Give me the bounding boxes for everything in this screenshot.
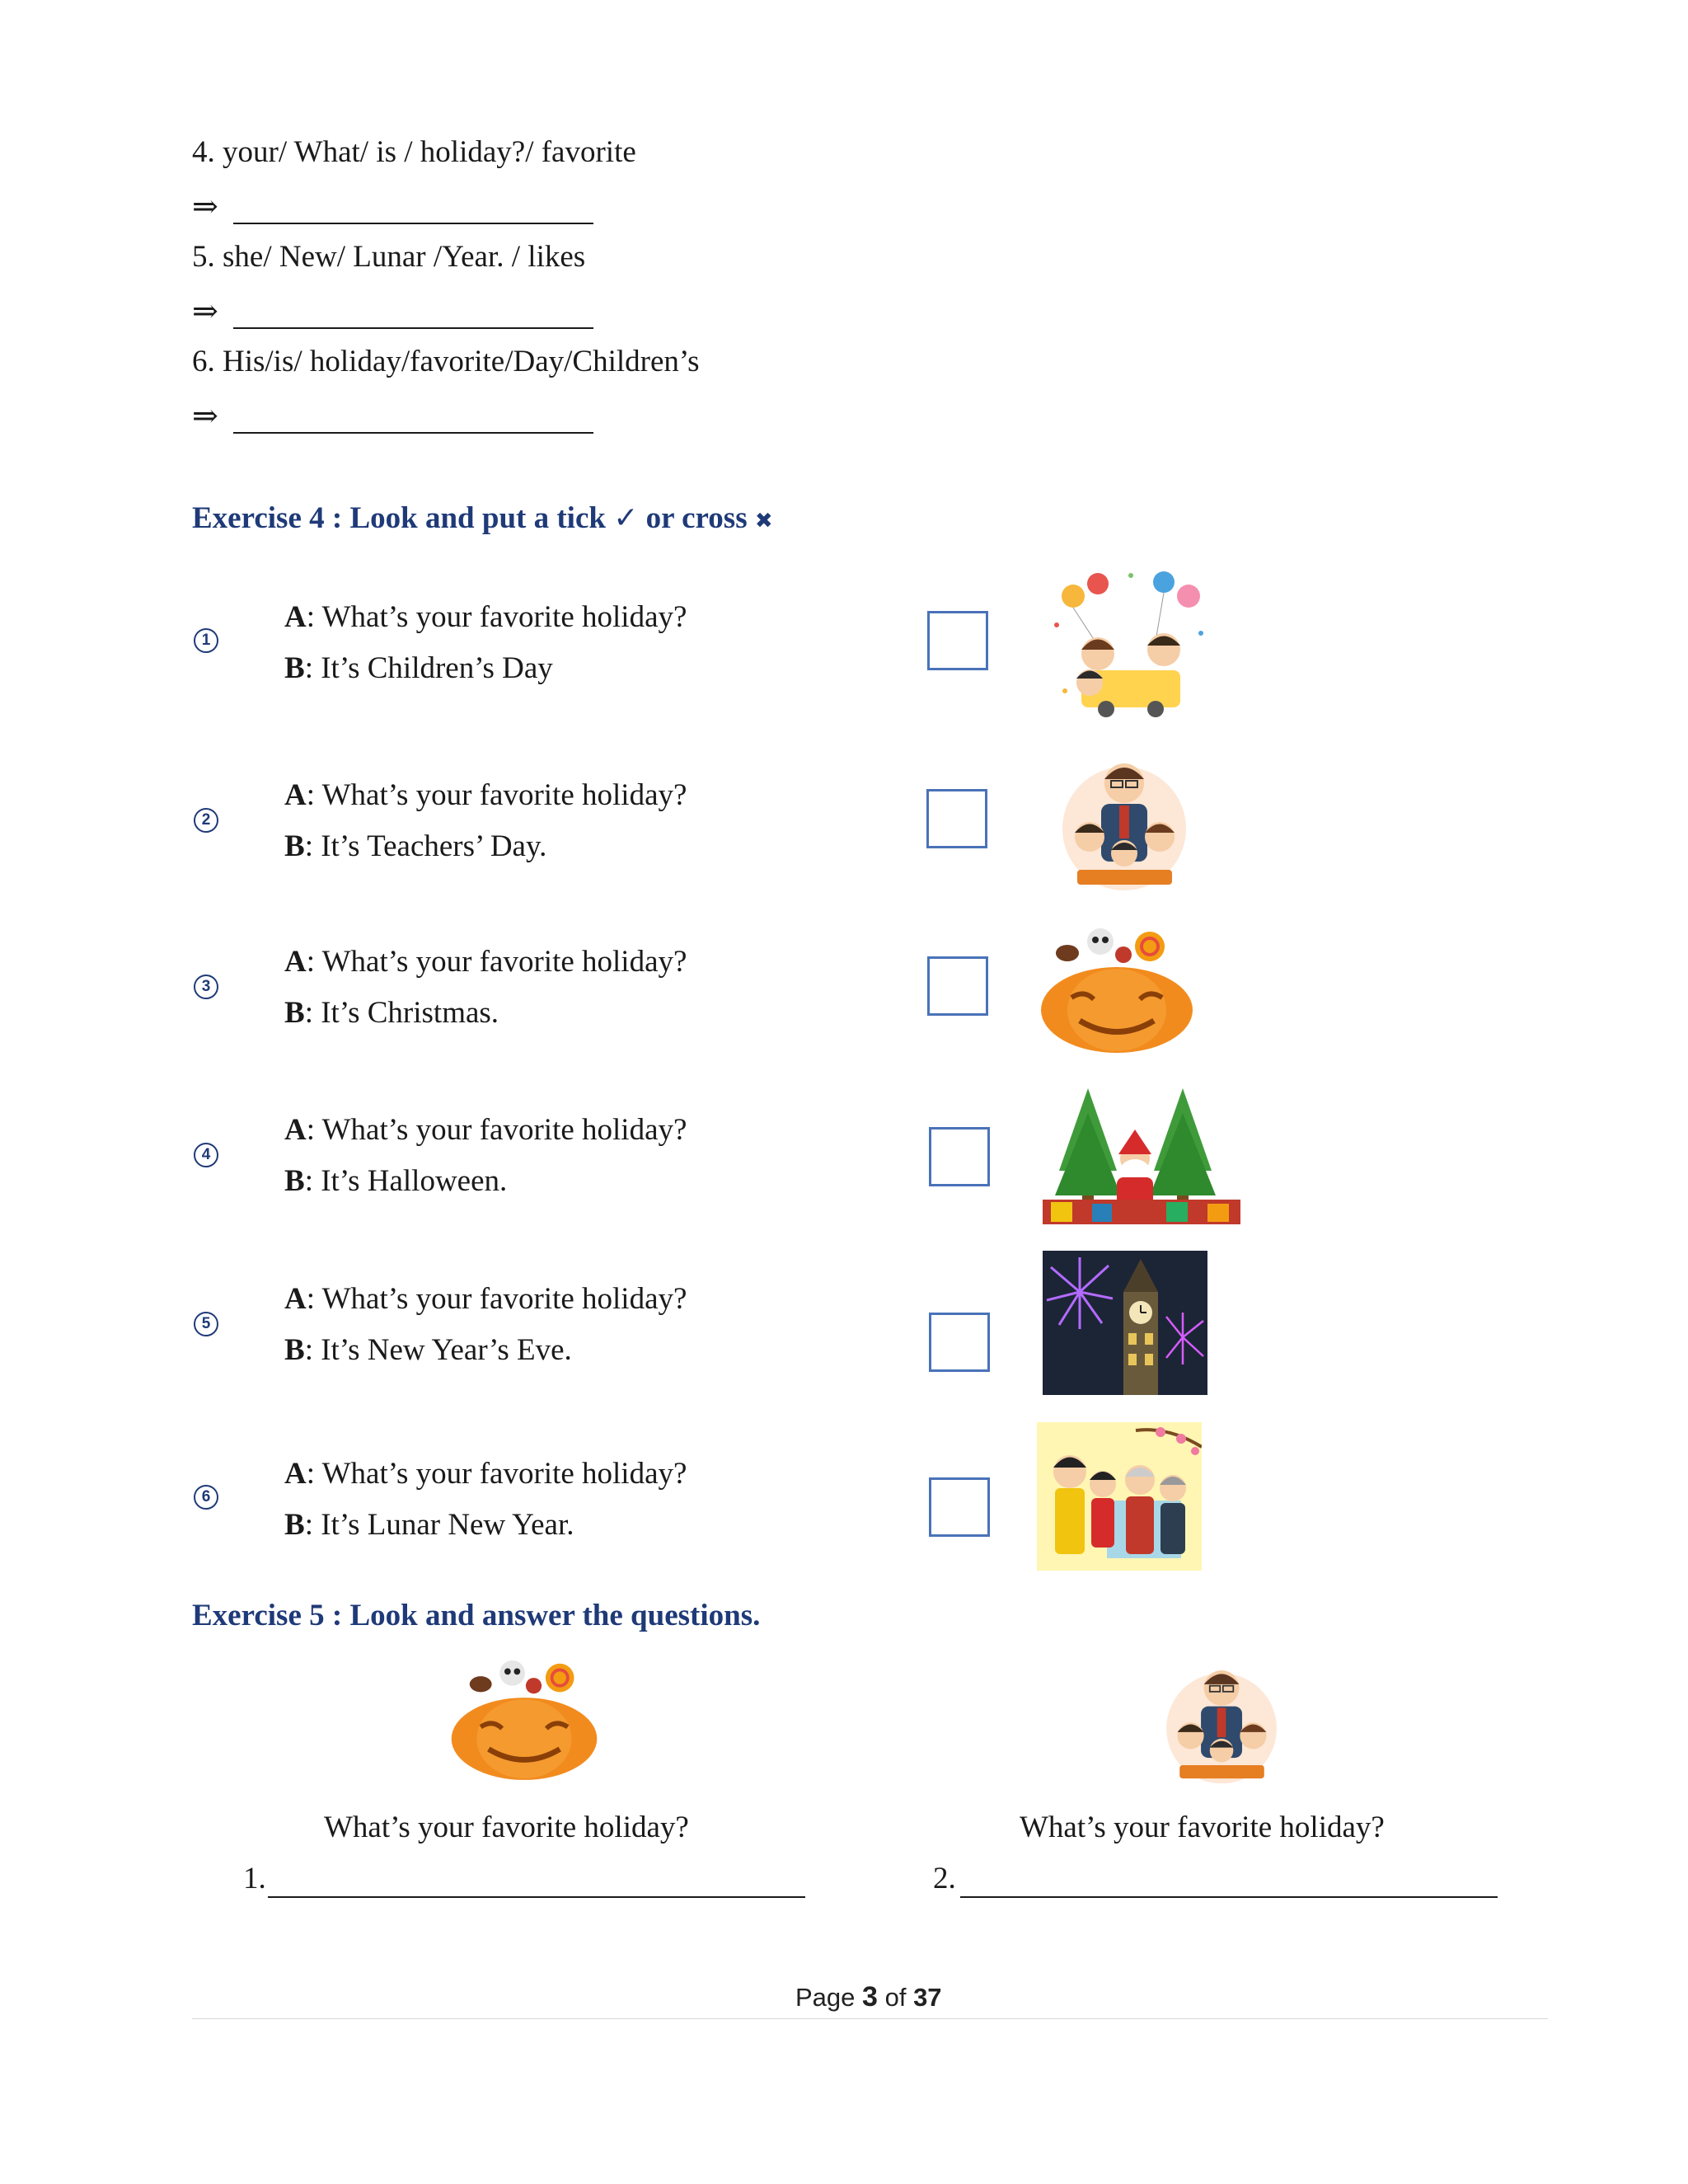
dialogue-b-2: [284, 829, 546, 864]
dialogue-a-5: [284, 1281, 687, 1317]
speaker-a-label: A: [284, 945, 307, 979]
lunar-new-year-family-picture: [1037, 1422, 1202, 1571]
halloween-pumpkin-picture: [1034, 923, 1199, 1055]
arrow-icon: ⇒: [192, 190, 218, 224]
tick-icon: ✓: [613, 501, 639, 535]
answer-text: : It’s Halloween.: [304, 1164, 508, 1198]
christmas-santa-picture: [1043, 1080, 1240, 1224]
halloween-pumpkin-picture: [445, 1653, 603, 1785]
page-word: Page: [795, 1983, 856, 2012]
answer-number-1: 1.: [243, 1862, 266, 1895]
sentence-prompt-4: 4. your/ What/ is / holiday?/ favorite: [192, 135, 636, 169]
sentence-prompt-5: 5. she/ New/ Lunar /Year. / likes: [192, 240, 586, 274]
question-text: : What’s your favorite holiday?: [306, 1457, 687, 1491]
speaker-a-label: A: [284, 1113, 307, 1147]
dialogue-a-2: [284, 777, 687, 813]
item-number-6: 6: [194, 1485, 218, 1510]
tick-box-6[interactable]: [929, 1477, 990, 1537]
dialogue-b-1: [284, 651, 553, 686]
answer-text: : It’s Children’s Day: [304, 651, 553, 685]
answer-line-2[interactable]: [960, 1896, 1498, 1898]
answer-text: : It’s New Year’s Eve.: [304, 1333, 572, 1367]
tick-box-3[interactable]: [927, 956, 988, 1016]
exercise-4-title: [192, 500, 773, 536]
footer-divider: [192, 2018, 1548, 2019]
speaker-b-label: B: [284, 651, 305, 685]
cross-icon: ✖: [754, 509, 773, 533]
exercise-5-title: Exercise 5 : Look and answer the questions.: [192, 1599, 761, 1632]
of-word: of: [884, 1983, 907, 2012]
item-number-1: 1: [194, 628, 218, 653]
tick-box-2[interactable]: [926, 789, 987, 848]
dialogue-b-3: [284, 995, 499, 1031]
dialogue-a-4: [284, 1112, 687, 1148]
question-text: : What’s your favorite holiday?: [306, 945, 687, 979]
item-number-3: 3: [194, 975, 218, 999]
page-number: 3: [862, 1981, 878, 2013]
dialogue-a-6: [284, 1456, 687, 1491]
question-text: : What’s your favorite holiday?: [306, 778, 687, 812]
question-2: What’s your favorite holiday?: [1020, 1811, 1385, 1844]
speaker-a-label: A: [284, 600, 307, 634]
speaker-a-label: A: [284, 778, 307, 812]
item-number-2: 2: [194, 808, 218, 833]
or-cross-text: or cross: [645, 501, 748, 535]
tick-box-5[interactable]: [929, 1313, 990, 1372]
arrow-icon: ⇒: [192, 399, 218, 434]
speaker-b-label: B: [284, 829, 305, 863]
exercise-4-title-text: Exercise 4 : Look and put a tick: [192, 501, 606, 535]
answer-line-5[interactable]: [233, 327, 593, 329]
answer-text: : It’s Christmas.: [304, 996, 499, 1030]
question-text: : What’s your favorite holiday?: [306, 1113, 687, 1147]
item-number-4: 4: [194, 1143, 218, 1167]
page-total: 37: [913, 1983, 942, 2012]
arrow-icon: ⇒: [192, 294, 218, 329]
speaker-b-label: B: [284, 1333, 305, 1367]
tick-box-4[interactable]: [929, 1127, 990, 1186]
page-footer: [795, 1981, 942, 2013]
answer-number-2: 2.: [933, 1862, 956, 1895]
answer-line-4[interactable]: [233, 223, 593, 224]
speaker-a-label: A: [284, 1282, 307, 1316]
children-day-picture: [1040, 559, 1217, 724]
dialogue-a-1: [284, 599, 687, 635]
speaker-b-label: B: [284, 996, 305, 1030]
teachers-day-picture: [1154, 1653, 1290, 1789]
dialogue-b-6: [284, 1507, 574, 1543]
question-text: : What’s your favorite holiday?: [306, 600, 687, 634]
tick-box-1[interactable]: [927, 611, 988, 670]
item-number-5: 5: [194, 1312, 218, 1336]
question-1: What’s your favorite holiday?: [324, 1811, 689, 1844]
sentence-prompt-6: 6. His/is/ holiday/favorite/Day/Children’s: [192, 345, 700, 378]
dialogue-b-4: [284, 1163, 507, 1199]
speaker-b-label: B: [284, 1508, 305, 1542]
answer-line-1[interactable]: [268, 1896, 805, 1898]
answer-text: : It’s Lunar New Year.: [304, 1508, 574, 1542]
answer-line-6[interactable]: [233, 432, 593, 434]
fireworks-clock-tower-picture: [1043, 1251, 1207, 1395]
speaker-a-label: A: [284, 1457, 307, 1491]
speaker-b-label: B: [284, 1164, 305, 1198]
dialogue-b-5: [284, 1332, 572, 1368]
answer-text: : It’s Teachers’ Day.: [304, 829, 547, 863]
question-text: : What’s your favorite holiday?: [306, 1282, 687, 1316]
teachers-day-picture: [1048, 746, 1201, 895]
dialogue-a-3: [284, 944, 687, 979]
